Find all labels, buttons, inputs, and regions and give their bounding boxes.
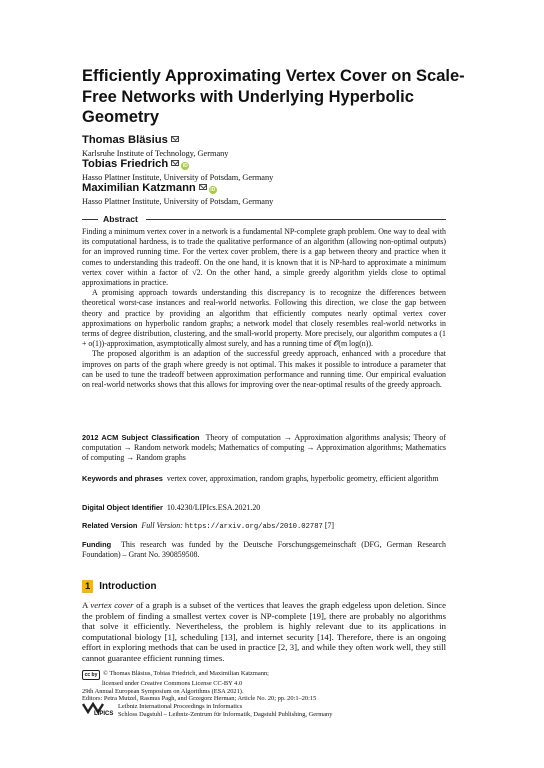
abstract-body [82,227,446,390]
abstract-heading [82,213,446,225]
section-number: 1 [82,580,93,593]
keywords-text: vertex cover, approximation, random graphs, hyperbolic geometry, efficient algorithm [166,474,439,483]
abstract-paragraph: Finding a minimum vertex cover in a network is a fundamental NP-complete graph problem. One way to deal with its computational hardness, is to trade the qualitative performance of an algorithm (allowing non-optimal outputs) for an improved running time. For the vertex cover problem, there is a gap between theory and practice when it comes to understanding this tradeoff. On the one hand, it is known that it is NP-hard to approximate a minimum vertex cover within a factor of √2. On the other hand, a simple greedy algorithm yields close to optimal approximations in practice. [82,227,446,288]
author-3 [82,181,462,207]
author-name: Tobias Friedrich [82,158,169,170]
author-affiliation: Hasso Plattner Institute, University of Potsdam, Germany [82,173,274,182]
funding-text: This research was funded by the Deutsche Forschungsgemeinschaft (DFG, German Research Foundation) – Grant No. 390859508. [82,540,446,560]
copyright-line: © Thomas Bläsius, Tobias Friedrich, and Maximilian Katzmann; [103,670,269,677]
venue-line: 29th Annual European Symposium on Algorithms (ESA 2021). [82,687,244,695]
intro-text-start: A [82,600,91,610]
section-heading [82,576,156,590]
acm-text: Theory of computation → Approximation algorithms analysis; Theory of computation → Random network models; Mathematics of computing → Approximation algorithms; Mathematics of computing → Random graphs [82,433,446,463]
cc-license-icon: cc by [82,670,100,680]
related-version [82,521,446,532]
doi [82,503,446,513]
intro-italic-term: vertex cover [90,600,134,610]
footer [82,670,462,719]
editors-line: Editors: Petra Mutzel, Rasmus Pagh, and Grzegorz Herman; Article No. 20; pp. 20:1–20:15 [82,695,317,703]
intro-text: of a graph is a subset of the vertices that leaves the graph edgeless upon deletion. Since the problem of finding a smallest vertex cover is NP-complete [19], there are probably no algorithms that solve it efficiently. Nevertheless, the problem is highly relevant due to its applications in computational biology [1], scheduling [13], and internet security [14]. Therefore, there is an ongoing effort in exploring methods that can be used in practice [2, 3], and while they often work well, they still cannot guarantee efficient running times. [82,600,447,663]
keywords [82,474,446,484]
acm-classification [82,433,446,464]
author-1 [82,133,462,159]
mail-icon[interactable] [171,160,179,166]
mail-icon[interactable] [199,184,207,190]
doi-text[interactable]: 10.4230/LIPIcs.ESA.2021.20 [166,503,261,512]
related-ref[interactable]: [7] [324,521,335,530]
funding-label: Funding [82,540,112,549]
publisher-line: Schloss Dagstuhl – Leibniz-Zentrum für Informatik, Dagstuhl Publishing, Germany [118,711,333,719]
intro-paragraph [82,600,446,664]
divider [82,219,98,220]
lipics-logo-text: LIPICS [94,711,114,718]
license-line: licensed under Creative Commons License CC-BY 4.0 [102,680,243,687]
funding [82,540,446,560]
abstract-paragraph: A promising approach towards understanding this discrepancy is to recognize the differences between theoretical worst-case instances and real-world networks. Following this direction, we close the gap between theory and practice by providing an algorithm that efficiently computes nearly optimal vertex cover approximations on hyperbolic random graphs; a network model that closely resembles real-world networks in terms of degree distribution, clustering, and the small-world property. More precisely, our algorithm computes a (1 + o(1))-approximation, asymptotically almost surely, and has a running time of 𝒪(m log(n)). [82,288,446,349]
orcid-icon[interactable]: iD [210,187,216,193]
section-title: Introduction [99,581,157,592]
author-affiliation: Hasso Plattner Institute, University of Potsdam, Germany [82,197,274,206]
series-line: Leibniz International Proceedings in Informatics [118,703,243,711]
author-affiliation: Karlsruhe Institute of Technology, Germany [82,149,229,158]
related-prefix: Full Version: [141,521,183,530]
author-name: Maximilian Katzmann [82,182,196,194]
related-url-link[interactable]: https://arxiv.org/abs/2010.02787 [184,523,323,531]
paper-title: Efficiently Approximating Vertex Cover on Scale-Free Networks with Underlying Hyperbolic Geometry [82,67,465,126]
mail-icon[interactable] [171,136,179,142]
acm-label: 2012 ACM Subject Classification [82,433,200,442]
doi-label: Digital Object Identifier [82,503,163,512]
abstract-paragraph: The proposed algorithm is an adaption of the successful greedy approach, enhanced with a procedure that improves on parts of the graph where greedy is not optimal. This makes it possible to introduce a parameter that can be used to tune the tradeoff between approximation performance and running time. Our empirical evaluation on real-world networks shows that this allows for improving over the near-optimal results of the greedy approach. [82,349,446,390]
author-name: Thomas Bläsius [82,134,168,146]
abstract-label: Abstract [103,214,138,224]
keywords-label: Keywords and phrases [82,474,163,483]
related-label: Related Version [82,521,138,530]
divider [146,219,446,220]
orcid-icon[interactable]: iD [182,163,188,169]
author-2 [82,157,462,183]
